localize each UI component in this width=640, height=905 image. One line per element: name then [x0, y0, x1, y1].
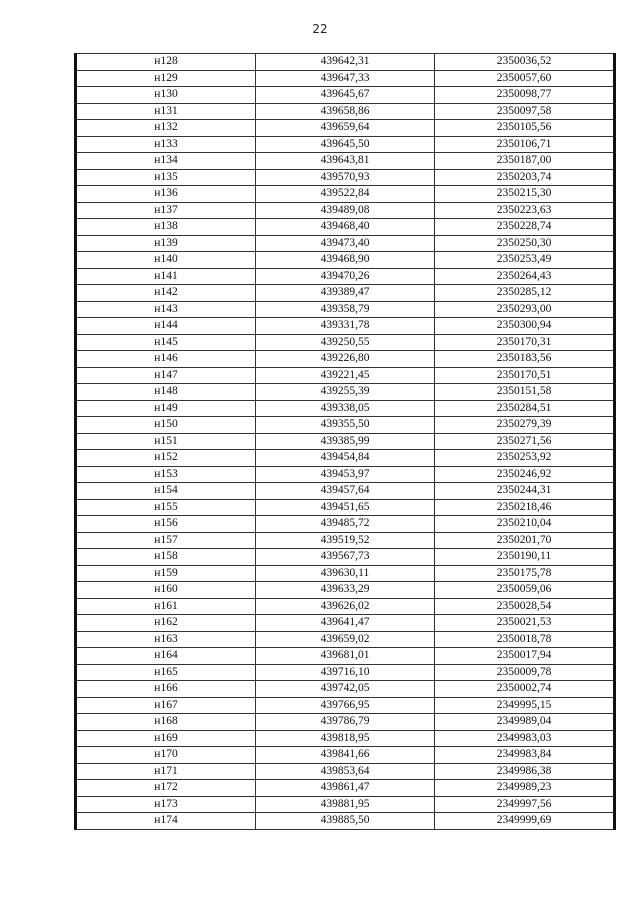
table-row	[76, 268, 615, 285]
x-coordinate-cell: 439221,45	[256, 367, 435, 384]
x-coordinate-cell: 439633,29	[256, 582, 435, 599]
x-coordinate-cell: 439489,08	[256, 202, 435, 219]
x-coordinate-cell: 439645,67	[256, 87, 435, 104]
point-id-cell: н153	[76, 466, 256, 483]
point-id-cell: н151	[76, 433, 256, 450]
x-coordinate-cell: 439451,65	[256, 499, 435, 516]
y-coordinate-cell: 2350106,71	[435, 136, 615, 153]
y-coordinate-cell: 2349997,56	[435, 796, 615, 813]
point-id-cell: н150	[76, 417, 256, 434]
y-coordinate-cell: 2349983,03	[435, 730, 615, 747]
point-id-cell: н140	[76, 252, 256, 269]
y-coordinate-cell: 2350253,49	[435, 252, 615, 269]
point-id-cell: н143	[76, 301, 256, 318]
y-coordinate-cell: 2350009,78	[435, 664, 615, 681]
y-coordinate-cell: 2350002,74	[435, 681, 615, 698]
point-id-cell: н169	[76, 730, 256, 747]
point-id-cell: н155	[76, 499, 256, 516]
table-row	[76, 334, 615, 351]
y-coordinate-cell: 2350300,94	[435, 318, 615, 335]
table-row	[76, 169, 615, 186]
point-id-cell: н149	[76, 400, 256, 417]
point-id-cell: н130	[76, 87, 256, 104]
x-coordinate-cell: 439338,05	[256, 400, 435, 417]
x-coordinate-cell: 439468,90	[256, 252, 435, 269]
table-row	[76, 136, 615, 153]
table-row	[76, 367, 615, 384]
table-row	[76, 664, 615, 681]
table-row	[76, 252, 615, 269]
y-coordinate-cell: 2350187,00	[435, 153, 615, 170]
table-row	[76, 796, 615, 813]
x-coordinate-cell: 439659,02	[256, 631, 435, 648]
table-row	[76, 54, 615, 71]
point-id-cell: н152	[76, 450, 256, 467]
point-id-cell: н156	[76, 516, 256, 533]
y-coordinate-cell: 2350223,63	[435, 202, 615, 219]
point-id-cell: н131	[76, 103, 256, 120]
table-row	[76, 681, 615, 698]
x-coordinate-cell: 439355,50	[256, 417, 435, 434]
y-coordinate-cell: 2350215,30	[435, 186, 615, 203]
y-coordinate-cell: 2350151,58	[435, 384, 615, 401]
y-coordinate-cell: 2350293,00	[435, 301, 615, 318]
x-coordinate-cell: 439641,47	[256, 615, 435, 632]
point-id-cell: н172	[76, 780, 256, 797]
x-coordinate-cell: 439786,79	[256, 714, 435, 731]
x-coordinate-cell: 439519,52	[256, 532, 435, 549]
y-coordinate-cell: 2350253,92	[435, 450, 615, 467]
table-row	[76, 516, 615, 533]
table-row	[76, 582, 615, 599]
x-coordinate-cell: 439642,31	[256, 54, 435, 71]
point-id-cell: н139	[76, 235, 256, 252]
y-coordinate-cell: 2350036,52	[435, 54, 615, 71]
y-coordinate-cell: 2350057,60	[435, 70, 615, 87]
x-coordinate-cell: 439570,93	[256, 169, 435, 186]
coordinates-table-body	[76, 54, 615, 830]
y-coordinate-cell: 2350021,53	[435, 615, 615, 632]
table-row	[76, 565, 615, 582]
x-coordinate-cell: 439643,81	[256, 153, 435, 170]
point-id-cell: н163	[76, 631, 256, 648]
y-coordinate-cell: 2350017,94	[435, 648, 615, 665]
point-id-cell: н160	[76, 582, 256, 599]
table-row	[76, 153, 615, 170]
x-coordinate-cell: 439626,02	[256, 598, 435, 615]
point-id-cell: н147	[76, 367, 256, 384]
table-row	[76, 384, 615, 401]
point-id-cell: н170	[76, 747, 256, 764]
y-coordinate-cell: 2350244,31	[435, 483, 615, 500]
y-coordinate-cell: 2350028,54	[435, 598, 615, 615]
x-coordinate-cell: 439473,40	[256, 235, 435, 252]
x-coordinate-cell: 439255,39	[256, 384, 435, 401]
x-coordinate-cell: 439385,99	[256, 433, 435, 450]
point-id-cell: н154	[76, 483, 256, 500]
x-coordinate-cell: 439226,80	[256, 351, 435, 368]
table-row	[76, 301, 615, 318]
x-coordinate-cell: 439567,73	[256, 549, 435, 566]
table-row	[76, 615, 615, 632]
x-coordinate-cell: 439630,11	[256, 565, 435, 582]
table-row	[76, 103, 615, 120]
table-row	[76, 70, 615, 87]
point-id-cell: н141	[76, 268, 256, 285]
y-coordinate-cell: 2350105,56	[435, 120, 615, 137]
point-id-cell: н136	[76, 186, 256, 203]
point-id-cell: н142	[76, 285, 256, 302]
y-coordinate-cell: 2350203,74	[435, 169, 615, 186]
x-coordinate-cell: 439485,72	[256, 516, 435, 533]
y-coordinate-cell: 2349999,69	[435, 813, 615, 830]
table-row	[76, 235, 615, 252]
table-row	[76, 747, 615, 764]
x-coordinate-cell: 439647,33	[256, 70, 435, 87]
point-id-cell: н134	[76, 153, 256, 170]
table-row	[76, 450, 615, 467]
point-id-cell: н137	[76, 202, 256, 219]
x-coordinate-cell: 439861,47	[256, 780, 435, 797]
y-coordinate-cell: 2350201,70	[435, 532, 615, 549]
y-coordinate-cell: 2350271,56	[435, 433, 615, 450]
x-coordinate-cell: 439659,64	[256, 120, 435, 137]
x-coordinate-cell: 439468,40	[256, 219, 435, 236]
y-coordinate-cell: 2349983,84	[435, 747, 615, 764]
table-row	[76, 202, 615, 219]
point-id-cell: н128	[76, 54, 256, 71]
table-row	[76, 351, 615, 368]
table-row	[76, 813, 615, 830]
point-id-cell: н165	[76, 664, 256, 681]
point-id-cell: н135	[76, 169, 256, 186]
y-coordinate-cell: 2350170,31	[435, 334, 615, 351]
point-id-cell: н161	[76, 598, 256, 615]
x-coordinate-cell: 439766,95	[256, 697, 435, 714]
point-id-cell: н162	[76, 615, 256, 632]
point-id-cell: н158	[76, 549, 256, 566]
y-coordinate-cell: 2350175,78	[435, 565, 615, 582]
x-coordinate-cell: 439681,01	[256, 648, 435, 665]
y-coordinate-cell: 2350059,06	[435, 582, 615, 599]
y-coordinate-cell: 2350218,46	[435, 499, 615, 516]
y-coordinate-cell: 2350183,56	[435, 351, 615, 368]
y-coordinate-cell: 2350170,51	[435, 367, 615, 384]
x-coordinate-cell: 439250,55	[256, 334, 435, 351]
point-id-cell: н174	[76, 813, 256, 830]
y-coordinate-cell: 2349989,04	[435, 714, 615, 731]
x-coordinate-cell: 439658,86	[256, 103, 435, 120]
x-coordinate-cell: 439457,64	[256, 483, 435, 500]
coordinates-table	[74, 53, 616, 830]
point-id-cell: н164	[76, 648, 256, 665]
y-coordinate-cell: 2350285,12	[435, 285, 615, 302]
point-id-cell: н171	[76, 763, 256, 780]
table-row	[76, 714, 615, 731]
table-row	[76, 631, 615, 648]
table-row	[76, 549, 615, 566]
x-coordinate-cell: 439885,50	[256, 813, 435, 830]
point-id-cell: н133	[76, 136, 256, 153]
table-row	[76, 466, 615, 483]
table-row	[76, 780, 615, 797]
table-row	[76, 318, 615, 335]
point-id-cell: н129	[76, 70, 256, 87]
y-coordinate-cell: 2350264,43	[435, 268, 615, 285]
point-id-cell: н173	[76, 796, 256, 813]
table-row	[76, 400, 615, 417]
table-row	[76, 532, 615, 549]
point-id-cell: н132	[76, 120, 256, 137]
y-coordinate-cell: 2350190,11	[435, 549, 615, 566]
table-row	[76, 285, 615, 302]
x-coordinate-cell: 439818,95	[256, 730, 435, 747]
x-coordinate-cell: 439645,50	[256, 136, 435, 153]
y-coordinate-cell: 2349989,23	[435, 780, 615, 797]
table-row	[76, 697, 615, 714]
x-coordinate-cell: 439358,79	[256, 301, 435, 318]
table-row	[76, 120, 615, 137]
point-id-cell: н157	[76, 532, 256, 549]
table-row	[76, 648, 615, 665]
x-coordinate-cell: 439716,10	[256, 664, 435, 681]
point-id-cell: н166	[76, 681, 256, 698]
y-coordinate-cell: 2350228,74	[435, 219, 615, 236]
point-id-cell: н159	[76, 565, 256, 582]
table-row	[76, 499, 615, 516]
page-number: 22	[312, 22, 328, 36]
x-coordinate-cell: 439881,95	[256, 796, 435, 813]
y-coordinate-cell: 2349986,38	[435, 763, 615, 780]
table-row	[76, 433, 615, 450]
point-id-cell: н148	[76, 384, 256, 401]
x-coordinate-cell: 439389,47	[256, 285, 435, 302]
point-id-cell: н144	[76, 318, 256, 335]
point-id-cell: н167	[76, 697, 256, 714]
y-coordinate-cell: 2350284,51	[435, 400, 615, 417]
point-id-cell: н168	[76, 714, 256, 731]
table-row	[76, 87, 615, 104]
y-coordinate-cell: 2350097,58	[435, 103, 615, 120]
table-row	[76, 483, 615, 500]
x-coordinate-cell: 439522,84	[256, 186, 435, 203]
x-coordinate-cell: 439470,26	[256, 268, 435, 285]
y-coordinate-cell: 2350279,39	[435, 417, 615, 434]
table-row	[76, 598, 615, 615]
x-coordinate-cell: 439331,78	[256, 318, 435, 335]
x-coordinate-cell: 439742,05	[256, 681, 435, 698]
y-coordinate-cell: 2350246,92	[435, 466, 615, 483]
y-coordinate-cell: 2350098,77	[435, 87, 615, 104]
table-row	[76, 730, 615, 747]
table-row	[76, 186, 615, 203]
table-row	[76, 763, 615, 780]
y-coordinate-cell: 2350250,30	[435, 235, 615, 252]
x-coordinate-cell: 439841,66	[256, 747, 435, 764]
point-id-cell: н138	[76, 219, 256, 236]
table-row	[76, 219, 615, 236]
x-coordinate-cell: 439454,84	[256, 450, 435, 467]
point-id-cell: н145	[76, 334, 256, 351]
y-coordinate-cell: 2350018,78	[435, 631, 615, 648]
table-row	[76, 417, 615, 434]
x-coordinate-cell: 439853,64	[256, 763, 435, 780]
y-coordinate-cell: 2349995,15	[435, 697, 615, 714]
y-coordinate-cell: 2350210,04	[435, 516, 615, 533]
point-id-cell: н146	[76, 351, 256, 368]
x-coordinate-cell: 439453,97	[256, 466, 435, 483]
